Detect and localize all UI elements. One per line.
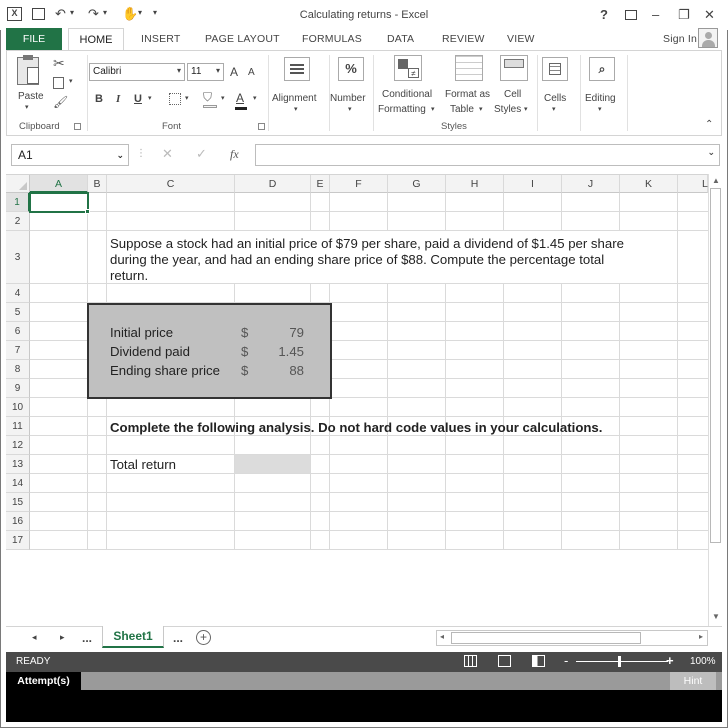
font-size-dropdown-icon: ▾ bbox=[215, 66, 220, 75]
row-header-17[interactable]: 17 bbox=[6, 531, 30, 550]
tab-review[interactable]: REVIEW bbox=[442, 33, 485, 45]
clipboard-group-label: Clipboard bbox=[19, 121, 60, 132]
row-header-1[interactable]: 1 bbox=[6, 193, 30, 212]
formula-input[interactable] bbox=[255, 144, 720, 166]
format-painter-icon[interactable]: 🖌 bbox=[53, 95, 69, 109]
tab-insert[interactable]: INSERT bbox=[141, 33, 181, 45]
separator bbox=[627, 55, 628, 131]
separator bbox=[537, 55, 538, 131]
font-size-select[interactable] bbox=[187, 63, 224, 81]
paste-button[interactable]: Paste bbox=[18, 91, 44, 102]
ribbon-display-icon[interactable] bbox=[625, 10, 637, 20]
page-break-view-icon[interactable] bbox=[532, 655, 545, 667]
conditional-formatting-icon[interactable]: ≠ bbox=[394, 55, 422, 81]
close-icon[interactable]: ✕ bbox=[704, 7, 715, 22]
number-dropdown-icon[interactable]: ▾ bbox=[348, 106, 352, 113]
redo-icon[interactable]: ↷ bbox=[88, 6, 99, 21]
fill-color-dropdown-icon[interactable]: ▾ bbox=[221, 95, 225, 102]
row-header-2[interactable]: 2 bbox=[6, 212, 30, 231]
conditional-formatting-dropdown-icon[interactable]: ▾ bbox=[431, 106, 435, 113]
hint-button[interactable]: Hint bbox=[670, 672, 716, 690]
column-header-j[interactable]: J bbox=[562, 175, 620, 193]
scroll-sheets-left-icon[interactable]: ◂ bbox=[32, 632, 37, 642]
dividend-paid-label[interactable]: Dividend paid bbox=[110, 344, 190, 359]
cell-styles-dropdown-icon[interactable]: ▾ bbox=[524, 106, 528, 113]
conditional-formatting-label1[interactable]: Conditional bbox=[382, 89, 433, 100]
font-launcher-icon[interactable] bbox=[258, 123, 265, 130]
font-name-select[interactable] bbox=[89, 63, 185, 81]
number-button[interactable]: Number bbox=[330, 93, 366, 104]
separator bbox=[580, 55, 581, 131]
gridline bbox=[30, 473, 708, 474]
clipboard-launcher-icon[interactable] bbox=[74, 123, 81, 130]
row-header-6[interactable]: 6 bbox=[6, 322, 30, 341]
row-header-5[interactable]: 5 bbox=[6, 303, 30, 322]
alignment-button[interactable]: Alignment bbox=[272, 93, 317, 104]
gridline bbox=[30, 416, 708, 417]
scroll-down-icon[interactable]: ▼ bbox=[712, 612, 720, 621]
row-header-13[interactable]: 13 bbox=[6, 455, 30, 474]
column-header-a[interactable]: A bbox=[30, 175, 88, 193]
gridline bbox=[30, 283, 708, 284]
format-as-table-label1[interactable]: Format as bbox=[445, 89, 491, 100]
paste-dropdown-icon[interactable]: ▾ bbox=[25, 104, 29, 111]
underline-button[interactable]: U bbox=[134, 93, 142, 105]
row-header-12[interactable]: 12 bbox=[6, 436, 30, 455]
zoom-slider-thumb[interactable] bbox=[618, 656, 621, 667]
avatar[interactable] bbox=[698, 28, 718, 48]
excel-logo-icon[interactable]: X bbox=[7, 7, 22, 21]
alignment-dropdown-icon[interactable]: ▾ bbox=[294, 106, 298, 113]
sheet-tab-bar bbox=[6, 626, 722, 652]
separator bbox=[268, 55, 269, 131]
zoom-slider-track[interactable] bbox=[576, 661, 668, 662]
tab-home[interactable]: HOME bbox=[68, 28, 124, 51]
tab-view[interactable]: VIEW bbox=[507, 33, 535, 45]
more-sheets-right[interactable]: ... bbox=[173, 631, 184, 645]
minimize-icon[interactable]: – bbox=[652, 7, 660, 22]
sign-in-link[interactable]: Sign In bbox=[663, 33, 698, 45]
editing-dropdown-icon[interactable]: ▾ bbox=[598, 106, 602, 113]
horizontal-scrollbar[interactable] bbox=[436, 630, 708, 646]
customize-toolbar-icon[interactable]: ▾ bbox=[153, 8, 158, 17]
column-header-g[interactable]: G bbox=[388, 175, 446, 193]
initial-price-currency: $ bbox=[241, 325, 249, 340]
ending-price-label[interactable]: Ending share price bbox=[110, 363, 220, 378]
name-box[interactable] bbox=[11, 144, 129, 166]
cells-dropdown-icon[interactable]: ▾ bbox=[552, 106, 556, 113]
page-layout-view-icon[interactable] bbox=[498, 655, 511, 667]
restore-icon[interactable]: ❐ bbox=[678, 7, 690, 22]
touch-mode-icon[interactable]: ✋ bbox=[122, 6, 139, 21]
gridline bbox=[30, 435, 708, 436]
zoom-in-button[interactable]: + bbox=[666, 653, 674, 668]
initial-price-value[interactable]: 79 bbox=[289, 325, 304, 340]
editing-button[interactable]: Editing bbox=[585, 93, 616, 104]
attempt-bar bbox=[6, 672, 722, 690]
horizontal-scrollbar-thumb[interactable] bbox=[451, 632, 641, 644]
row-header-7[interactable]: 7 bbox=[6, 341, 30, 360]
ribbon bbox=[6, 50, 722, 136]
cell-styles-label1[interactable]: Cell bbox=[504, 89, 522, 100]
ending-price-currency: $ bbox=[241, 363, 249, 378]
cut-icon[interactable]: ✂ bbox=[53, 55, 65, 71]
font-color-dropdown-icon[interactable]: ▾ bbox=[253, 95, 257, 102]
editing-icon[interactable]: ⌕ bbox=[589, 57, 615, 81]
borders-dropdown-icon[interactable]: ▾ bbox=[185, 95, 189, 102]
footer-bar bbox=[6, 690, 722, 722]
gridline bbox=[30, 511, 708, 512]
normal-view-icon[interactable] bbox=[464, 655, 477, 667]
grow-font-button[interactable]: A bbox=[230, 65, 239, 79]
font-color-swatch bbox=[235, 107, 247, 110]
row-header-11[interactable]: 11 bbox=[6, 417, 30, 436]
alignment-icon[interactable] bbox=[284, 57, 310, 81]
total-return-label[interactable]: Total return bbox=[110, 457, 176, 472]
sheet-tab-label: Sheet1 bbox=[113, 629, 153, 643]
font-name-dropdown-icon: ▾ bbox=[176, 66, 181, 75]
problem-text-line3: return. bbox=[110, 268, 149, 283]
column-header-c[interactable]: C bbox=[107, 175, 235, 193]
gridline bbox=[30, 492, 708, 493]
bold-button[interactable]: B bbox=[95, 93, 103, 105]
row-header-4[interactable]: 4 bbox=[6, 284, 30, 303]
expand-formula-icon[interactable]: ⌄ bbox=[707, 147, 715, 157]
formula-bar-grip-icon[interactable]: ⋮ bbox=[136, 148, 146, 159]
column-header-d[interactable]: D bbox=[235, 175, 311, 193]
styles-group-label: Styles bbox=[441, 121, 467, 132]
font-color-button[interactable]: A bbox=[236, 91, 245, 105]
cells-icon[interactable] bbox=[542, 57, 568, 81]
scrollbar-thumb[interactable] bbox=[710, 188, 721, 543]
row-header-15[interactable]: 15 bbox=[6, 493, 30, 512]
status-bar bbox=[6, 652, 722, 672]
tab-page-layout[interactable]: PAGE LAYOUT bbox=[205, 33, 280, 45]
column-header-b[interactable]: B bbox=[88, 175, 107, 193]
column-header-e[interactable]: E bbox=[311, 175, 330, 193]
initial-price-label[interactable]: Initial price bbox=[110, 325, 174, 340]
separator bbox=[87, 55, 88, 131]
row-header-3[interactable]: 3 bbox=[6, 231, 30, 284]
fill-handle[interactable] bbox=[85, 209, 90, 214]
sheet-tab-sheet1[interactable] bbox=[102, 626, 164, 648]
cells-button[interactable]: Cells bbox=[544, 93, 567, 104]
more-sheets-left[interactable]: ... bbox=[82, 631, 93, 645]
column-header-f[interactable]: F bbox=[330, 175, 388, 193]
paste-icon[interactable] bbox=[17, 57, 39, 85]
insert-function-button[interactable]: fx bbox=[230, 147, 239, 161]
active-cell-a1[interactable] bbox=[29, 192, 89, 213]
status-ready: READY bbox=[16, 656, 51, 667]
tab-formulas[interactable]: FORMULAS bbox=[302, 33, 362, 45]
row-header-10[interactable]: 10 bbox=[6, 398, 30, 417]
name-box-dropdown-icon[interactable]: ⌄ bbox=[116, 150, 124, 160]
scroll-up-icon[interactable]: ▲ bbox=[712, 176, 720, 185]
title-bar bbox=[0, 0, 728, 30]
column-header-l[interactable]: L bbox=[678, 175, 708, 193]
copy-dropdown-icon[interactable]: ▾ bbox=[69, 78, 73, 85]
dividend-paid-value[interactable]: 1.45 bbox=[278, 344, 304, 359]
new-sheet-plus: + bbox=[199, 630, 207, 644]
format-as-table-dropdown-icon[interactable]: ▾ bbox=[479, 106, 483, 113]
scroll-right-icon[interactable]: ▸ bbox=[698, 632, 703, 641]
name-box-value: A1 bbox=[18, 148, 33, 162]
window-title: Calculating returns - Excel bbox=[299, 9, 429, 21]
dividend-paid-currency: $ bbox=[241, 344, 249, 359]
problem-text-line1: Suppose a stock had an initial price of $79 per share, paid a dividend of $1.45 per share bbox=[110, 236, 624, 251]
separator bbox=[373, 55, 374, 131]
gridline bbox=[30, 549, 708, 550]
problem-text-line2: during the year, and had an ending share price of $88. Compute the percentage total bbox=[110, 252, 605, 267]
scroll-left-icon[interactable]: ◂ bbox=[440, 632, 445, 641]
gridline bbox=[30, 211, 708, 212]
cell-styles-icon[interactable] bbox=[500, 55, 528, 81]
select-all-corner[interactable] bbox=[6, 175, 30, 193]
undo-dropdown-icon[interactable]: ▾ bbox=[70, 8, 75, 17]
gridline bbox=[677, 193, 678, 549]
tab-file[interactable]: FILE bbox=[6, 28, 62, 50]
undo-icon[interactable]: ↶ bbox=[55, 6, 66, 21]
column-header-h[interactable]: H bbox=[446, 175, 504, 193]
gridline bbox=[30, 530, 708, 531]
gridline bbox=[30, 454, 708, 455]
help-button[interactable]: ? bbox=[600, 7, 608, 22]
zoom-out-button[interactable]: - bbox=[564, 653, 569, 668]
vertical-scrollbar[interactable] bbox=[708, 174, 722, 626]
row-header-9[interactable]: 9 bbox=[6, 379, 30, 398]
row-header-8[interactable]: 8 bbox=[6, 360, 30, 379]
conditional-formatting-label2[interactable]: Formatting bbox=[378, 104, 426, 115]
instruction-text: Complete the following analysis. Do not hard code values in your calculations. bbox=[110, 420, 603, 435]
number-icon[interactable] bbox=[338, 57, 364, 81]
font-name-value: Calibri bbox=[93, 66, 122, 77]
redo-dropdown-icon[interactable]: ▾ bbox=[103, 8, 108, 17]
row-header-14[interactable]: 14 bbox=[6, 474, 30, 493]
column-header-k[interactable]: K bbox=[620, 175, 678, 193]
collapse-ribbon-icon[interactable]: ⌃ bbox=[705, 119, 714, 130]
format-as-table-icon[interactable] bbox=[455, 55, 483, 81]
column-header-i[interactable]: I bbox=[504, 175, 562, 193]
font-size-value: 11 bbox=[191, 66, 202, 77]
scroll-sheets-right-icon[interactable]: ▸ bbox=[60, 632, 65, 642]
format-as-table-label2[interactable]: Table bbox=[450, 104, 474, 115]
new-sheet-button[interactable] bbox=[196, 630, 211, 645]
cancel-icon[interactable]: ✕ bbox=[162, 146, 173, 161]
enter-icon[interactable]: ✓ bbox=[196, 146, 207, 161]
worksheet-grid[interactable] bbox=[6, 174, 708, 626]
tab-data[interactable]: DATA bbox=[387, 33, 415, 45]
font-group-label: Font bbox=[162, 121, 182, 132]
italic-button[interactable]: I bbox=[116, 93, 121, 105]
copy-icon[interactable] bbox=[53, 77, 64, 89]
cell-styles-label2[interactable]: Styles bbox=[494, 104, 522, 115]
zoom-level[interactable]: 100% bbox=[690, 656, 716, 667]
fill-color-icon[interactable]: ⛉ bbox=[203, 90, 212, 105]
row-header-16[interactable]: 16 bbox=[6, 512, 30, 531]
touch-dropdown-icon[interactable]: ▾ bbox=[138, 8, 143, 17]
attempts-label: Attempt(s) bbox=[6, 672, 81, 690]
borders-icon[interactable] bbox=[169, 93, 181, 105]
percent-symbol: % bbox=[345, 61, 357, 76]
shrink-font-button[interactable]: A bbox=[248, 67, 255, 78]
ending-price-value[interactable]: 88 bbox=[289, 363, 304, 378]
total-return-answer-cell[interactable] bbox=[235, 455, 310, 473]
underline-dropdown-icon[interactable]: ▾ bbox=[148, 95, 152, 102]
